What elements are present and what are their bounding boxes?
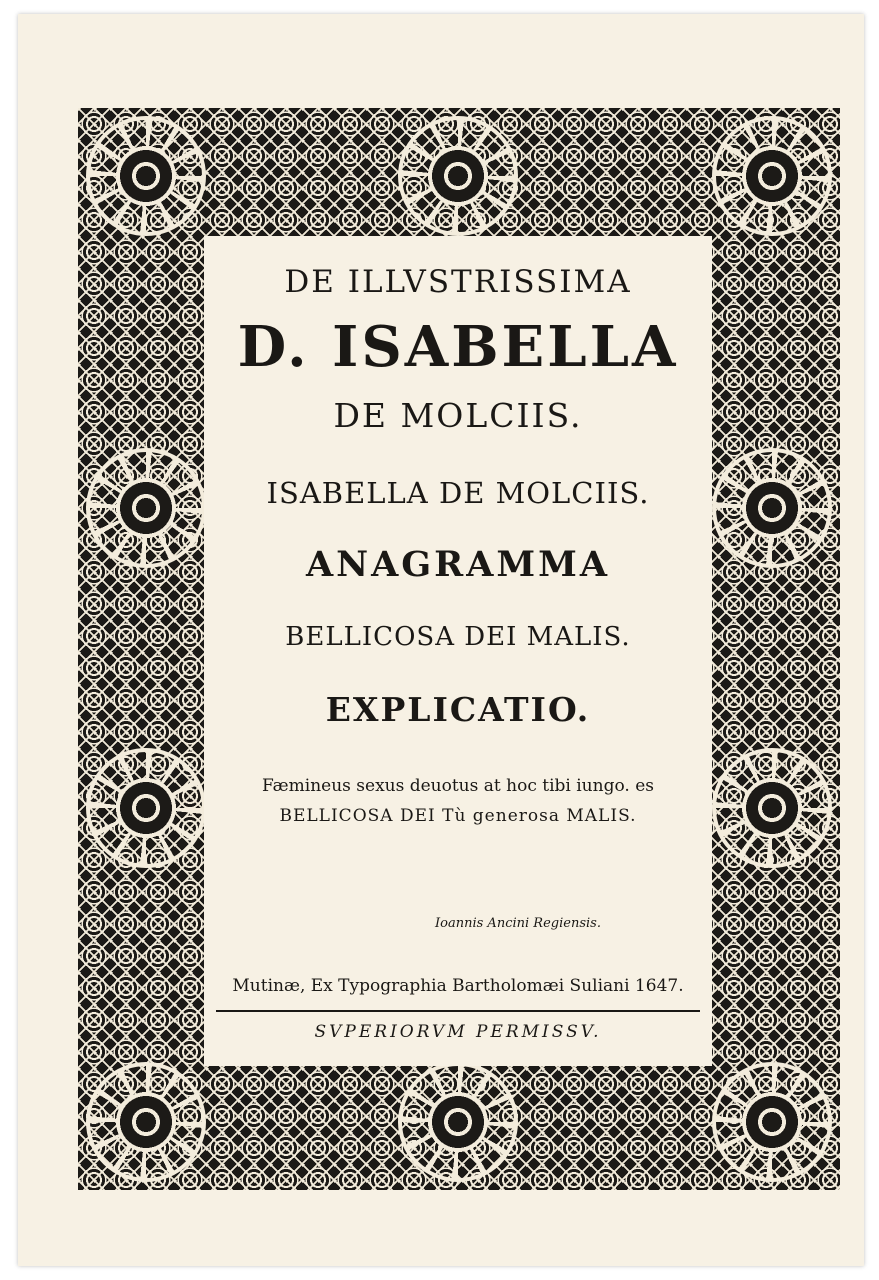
heading-family: DE MOLCIIS. bbox=[333, 396, 583, 435]
heading-name: D. ISABELLA bbox=[237, 314, 679, 380]
title-panel bbox=[204, 236, 712, 1066]
rosette-ornament-lower-right bbox=[712, 748, 832, 868]
rosette-ornament-bottom-right bbox=[712, 1062, 832, 1182]
rosette-ornament-top-center bbox=[398, 116, 518, 236]
anagram-heading: ANAGRAMMA bbox=[305, 544, 611, 585]
rosette-ornament-middle-right bbox=[712, 448, 832, 568]
rosette-ornament-top-left bbox=[86, 116, 206, 236]
author-credit: Ioannis Ancini Regiensis. bbox=[435, 916, 601, 931]
rosette-ornament-bottom-center bbox=[398, 1062, 518, 1182]
verse-line-2: BELLICOSA DEI Tù generosa MALIS. bbox=[279, 806, 637, 826]
explanation-heading: EXPLICATIO. bbox=[325, 690, 591, 729]
subject-name: ISABELLA DE MOLCIIS. bbox=[266, 476, 650, 510]
rosette-ornament-bottom-left bbox=[86, 1062, 206, 1182]
anagram-text: BELLICOSA DEI MALIS. bbox=[285, 622, 631, 652]
imprint-line: Mutinæ, Ex Typographia Bartholomæi Suliani 1647. bbox=[232, 976, 684, 996]
permission-line: SVPERIORVM PERMISSV. bbox=[314, 1022, 602, 1042]
heading-dedication: DE ILLVSTRISSIMA bbox=[284, 264, 632, 300]
divider-rule bbox=[216, 1010, 700, 1012]
verse-line-1: Fæmineus sexus deuotus at hoc tibi iungo. es bbox=[262, 776, 654, 796]
rosette-ornament-middle-left bbox=[86, 448, 206, 568]
rosette-ornament-top-right bbox=[712, 116, 832, 236]
paper-sheet bbox=[18, 14, 864, 1266]
rosette-ornament-lower-left bbox=[86, 748, 206, 868]
